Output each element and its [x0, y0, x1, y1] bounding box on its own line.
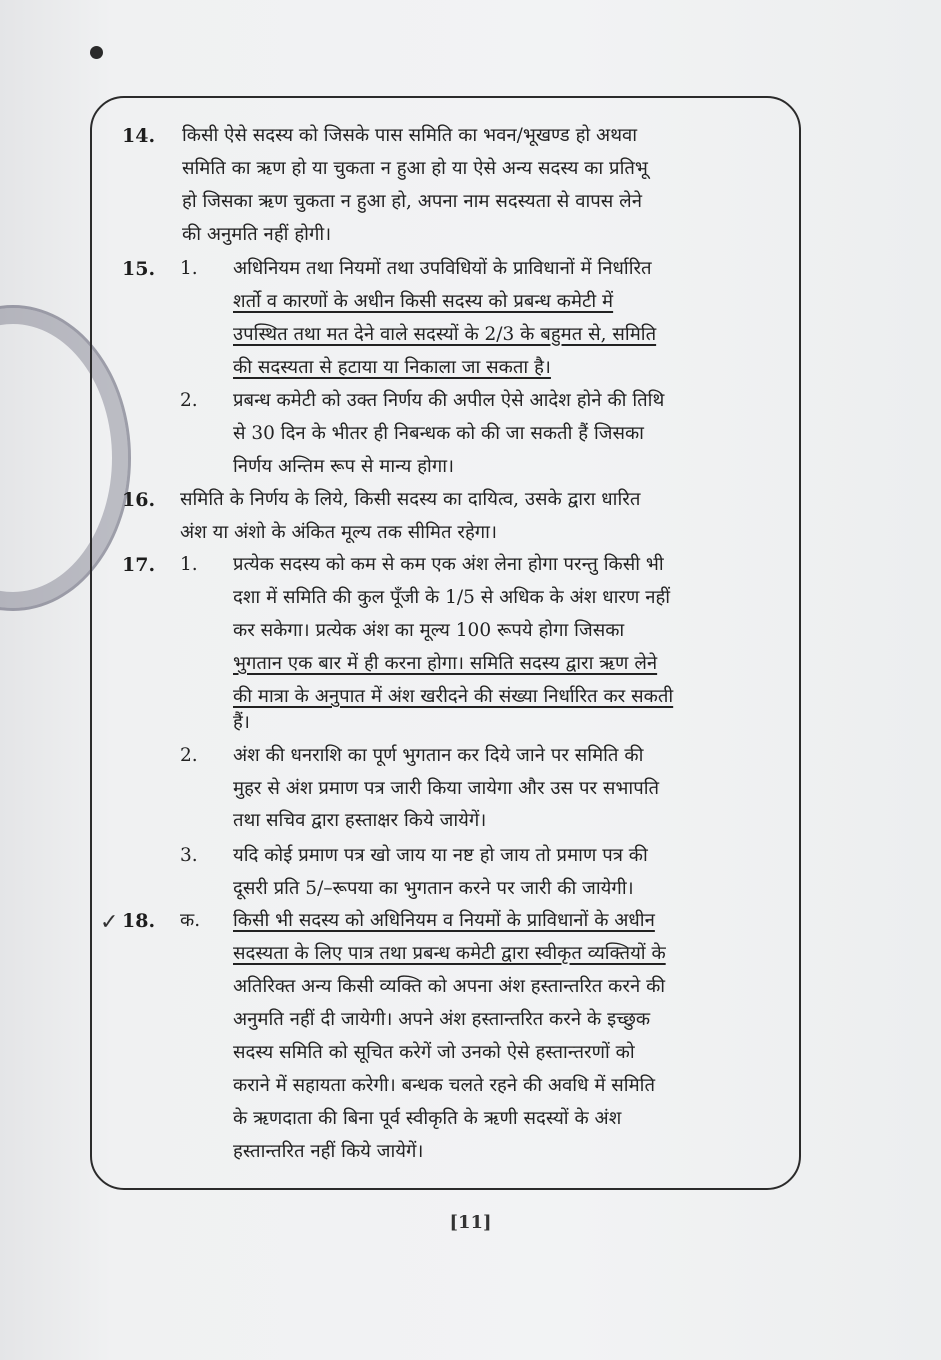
- clause-16-number: 16.: [122, 489, 156, 511]
- clause-15-2-label: 2.: [180, 390, 198, 411]
- clause-15-2-line-2: से 30 दिन के भीतर ही निबन्धक को की जा सकती हैं जिसका: [233, 423, 644, 444]
- clause-16-line-2: अंश या अंशो के अंकित मूल्य तक सीमित रहेगा।: [180, 522, 497, 543]
- clause-15-1-line-3: उपस्थित तथा मत देने वाले सदस्यों के 2/3 के बहुमत से, समिति: [233, 324, 657, 345]
- clause-18-ka-line-3: अतिरिक्त अन्य किसी व्यक्ति को अपना अंश हस्तान्तरित करने की: [233, 976, 666, 997]
- clause-14-number: 14.: [122, 125, 156, 147]
- clause-17-2-line-1: अंश की धनराशि का पूर्ण भुगतान कर दिये जाने पर समिति की: [233, 745, 644, 766]
- clause-18-ka-line-2: सदस्यता के लिए पात्र तथा प्रबन्ध कमेटी द्वारा स्वीकृत व्यक्तियों के: [233, 943, 666, 964]
- clause-16-line-1: समिति के निर्णय के लिये, किसी सदस्य का दायित्व, उसके द्वारा धारित: [180, 489, 641, 510]
- clause-18-ka-line-1: किसी भी सदस्य को अधिनियम व नियमों के प्राविधानों के अधीन: [233, 910, 655, 931]
- clause-17-1-line-5: की मात्रा के अनुपात में अंश खरीदने की संख्या निर्धारित कर सकती: [233, 686, 674, 707]
- clause-18-ka-line-6: कराने में सहायता करेगी। बन्धक चलते रहने की अवधि में समिति: [233, 1075, 655, 1096]
- clause-18-number: 18.: [122, 910, 156, 932]
- clause-15-2-line-1: प्रबन्ध कमेटी को उक्त निर्णय की अपील ऐसे आदेश होने की तिथि: [233, 390, 665, 411]
- clause-14-line-2: समिति का ऋण हो या चुकता न हुआ हो या ऐसे अन्य सदस्य का प्रतिभू: [182, 158, 648, 179]
- clause-14-line-3: हो जिसका ऋण चुकता न हुआ हो, अपना नाम सदस्यता से वापस लेने: [182, 191, 642, 212]
- clause-15-number: 15.: [122, 258, 156, 280]
- clause-17-1-label: 1.: [180, 554, 198, 575]
- clause-15-1-label: 1.: [180, 258, 198, 279]
- page-number: [11]: [449, 1212, 492, 1233]
- clause-14-line-1: किसी ऐसे सदस्य को जिसके पास समिति का भवन/भूखण्ड हो अथवा: [182, 125, 638, 146]
- clause-17-1-line-4: भुगतान एक बार में ही करना होगा। समिति सदस्य द्वारा ऋण लेने: [233, 653, 658, 674]
- clause-17-1-line-3: कर सकेगा। प्रत्येक अंश का मूल्य 100 रूपये होगा जिसका: [233, 620, 625, 641]
- clause-14-line-4: की अनुमति नहीं होगी।: [182, 224, 332, 245]
- clause-17-2-label: 2.: [180, 745, 198, 766]
- clause-17-number: 17.: [122, 554, 156, 576]
- clause-18-ka-line-8: हस्तान्तरित नहीं किये जायेगें।: [233, 1141, 424, 1162]
- clause-18-ka-line-5: सदस्य समिति को सूचित करेगें जो उनको ऐसे हस्तान्तरणों को: [233, 1042, 635, 1063]
- clause-18-ka-line-4: अनुमति नहीं दी जायेगी। अपने अंश हस्तान्तरित करने के इच्छुक: [233, 1009, 651, 1030]
- clause-15-2-line-3: निर्णय अन्तिम रूप से मान्य होगा।: [233, 456, 455, 477]
- clause-15-1-line-1: अधिनियम तथा नियमों तथा उपविधियों के प्राविधानों में निर्धारित: [233, 258, 652, 279]
- clause-15-1-line-2: शर्तो व कारणों के अधीन किसी सदस्य को प्रबन्ध कमेटी में: [233, 291, 614, 312]
- clause-17-2-line-2: मुहर से अंश प्रमाण पत्र जारी किया जायेगा और उस पर सभापति: [233, 778, 660, 799]
- clause-17-2-line-3: तथा सचिव द्वारा हस्ताक्षर किये जायेगें।: [233, 810, 487, 831]
- clause-18-ka-line-7: के ऋणदाता की बिना पूर्व स्वीकृति के ऋणी सदस्यों के अंश: [233, 1108, 622, 1129]
- clause-17-1-line-2: दशा में समिति की कुल पूँजी के 1/5 से अधिक के अंश धारण नहीं: [233, 587, 671, 608]
- clause-17-3-line-2: दूसरी प्रति 5/–रूपया का भुगतान करने पर जारी की जायेगी।: [233, 878, 634, 899]
- clause-17-3-line-1: यदि कोई प्रमाण पत्र खो जाय या नष्ट हो जाय तो प्रमाण पत्र की: [233, 845, 648, 866]
- clause-17-1-line-1: प्रत्येक सदस्य को कम से कम एक अंश लेना होगा परन्तु किसी भी: [233, 554, 664, 575]
- punch-hole-mark: [90, 46, 103, 59]
- clause-17-3-label: 3.: [180, 845, 198, 866]
- handwritten-check-mark: ✓: [100, 910, 119, 935]
- clause-18-ka-label: क.: [180, 910, 201, 931]
- clause-15-1-line-4: की सदस्यता से हटाया या निकाला जा सकता है।: [233, 357, 551, 378]
- clause-17-1-line-6: हैं।: [233, 712, 250, 733]
